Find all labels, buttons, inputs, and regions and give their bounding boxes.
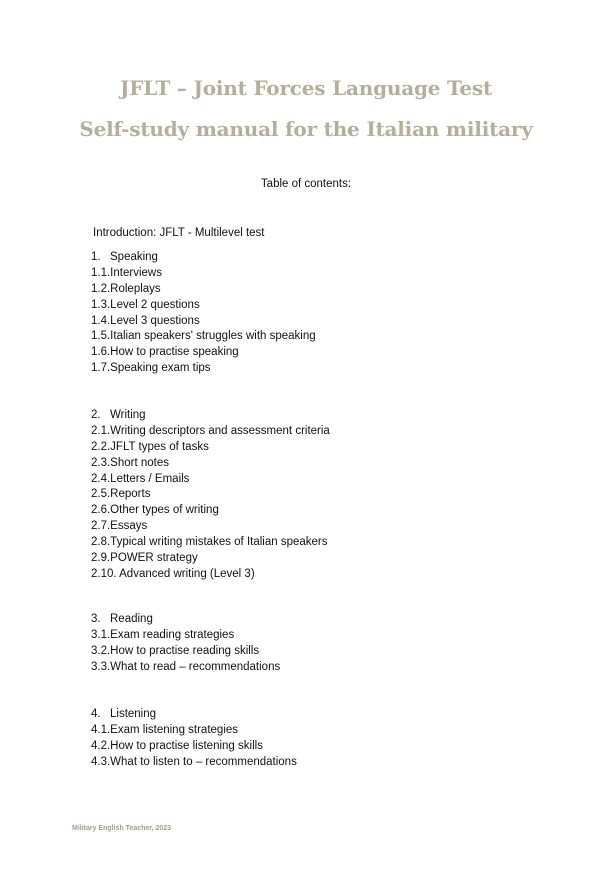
toc-section-reading bbox=[91, 612, 280, 676]
section-title: Listening bbox=[110, 708, 157, 720]
toc-section-listening bbox=[91, 707, 297, 771]
toc-item: 1.1.Interviews bbox=[91, 266, 162, 279]
document-title: JFLT – Joint Forces Language Test bbox=[119, 76, 493, 100]
toc-introduction: Introduction: JFLT - Multilevel test bbox=[93, 227, 265, 239]
toc-item: 2.4.Letters / Emails bbox=[91, 472, 190, 485]
toc-item: 4.2.How to practise listening skills bbox=[91, 739, 263, 752]
toc-item: 2.2.JFLT types of tasks bbox=[91, 440, 209, 453]
toc-item: 2.3.Short notes bbox=[91, 456, 169, 469]
section-number: 2. bbox=[91, 409, 101, 421]
section-heading bbox=[91, 612, 280, 628]
toc-item: 1.7.Speaking exam tips bbox=[91, 362, 211, 375]
section-heading bbox=[91, 250, 316, 266]
toc-item: 1.6.How to practise speaking bbox=[91, 346, 239, 359]
section-number: 4. bbox=[91, 708, 101, 720]
toc-item: 1.3.Level 2 questions bbox=[91, 298, 200, 311]
section-title: Writing bbox=[110, 409, 146, 421]
toc-heading: Table of contents: bbox=[260, 178, 352, 190]
section-number: 3. bbox=[91, 613, 101, 625]
section-title: Speaking bbox=[110, 251, 158, 263]
toc-section-writing bbox=[91, 408, 330, 583]
toc-item: 2.7.Essays bbox=[91, 520, 148, 533]
toc-item: 1.5.Italian speakers' struggles with speaking bbox=[91, 330, 316, 343]
toc-item: 2.5.Reports bbox=[91, 488, 151, 501]
toc-item: 2.9.POWER strategy bbox=[91, 552, 198, 565]
toc-item: 1.2.Roleplays bbox=[91, 282, 161, 295]
toc-item: 1.4.Level 3 questions bbox=[91, 314, 200, 327]
document-subtitle: Self-study manual for the Italian military bbox=[79, 117, 533, 141]
section-heading bbox=[91, 408, 330, 424]
toc-item: 2.6.Other types of writing bbox=[91, 504, 219, 517]
section-number: 1. bbox=[91, 251, 101, 263]
section-title: Reading bbox=[110, 613, 153, 625]
page-footer: Military English Teacher, 2023 bbox=[72, 825, 172, 832]
section-heading bbox=[91, 707, 297, 723]
toc-item: 2.10. Advanced writing (Level 3) bbox=[91, 567, 255, 580]
toc-item: 4.3.What to listen to – recommendations bbox=[91, 755, 297, 768]
toc-item: 2.1.Writing descriptors and assessment criteria bbox=[91, 424, 330, 437]
toc-item: 2.8.Typical writing mistakes of Italian speakers bbox=[91, 536, 328, 549]
toc-item: 3.3.What to read – recommendations bbox=[91, 660, 281, 673]
toc-item: 3.1.Exam reading strategies bbox=[91, 628, 235, 641]
toc-item: 3.2.How to practise reading skills bbox=[91, 644, 260, 657]
toc-item: 4.1.Exam listening strategies bbox=[91, 723, 239, 736]
toc-section-speaking bbox=[91, 250, 316, 377]
